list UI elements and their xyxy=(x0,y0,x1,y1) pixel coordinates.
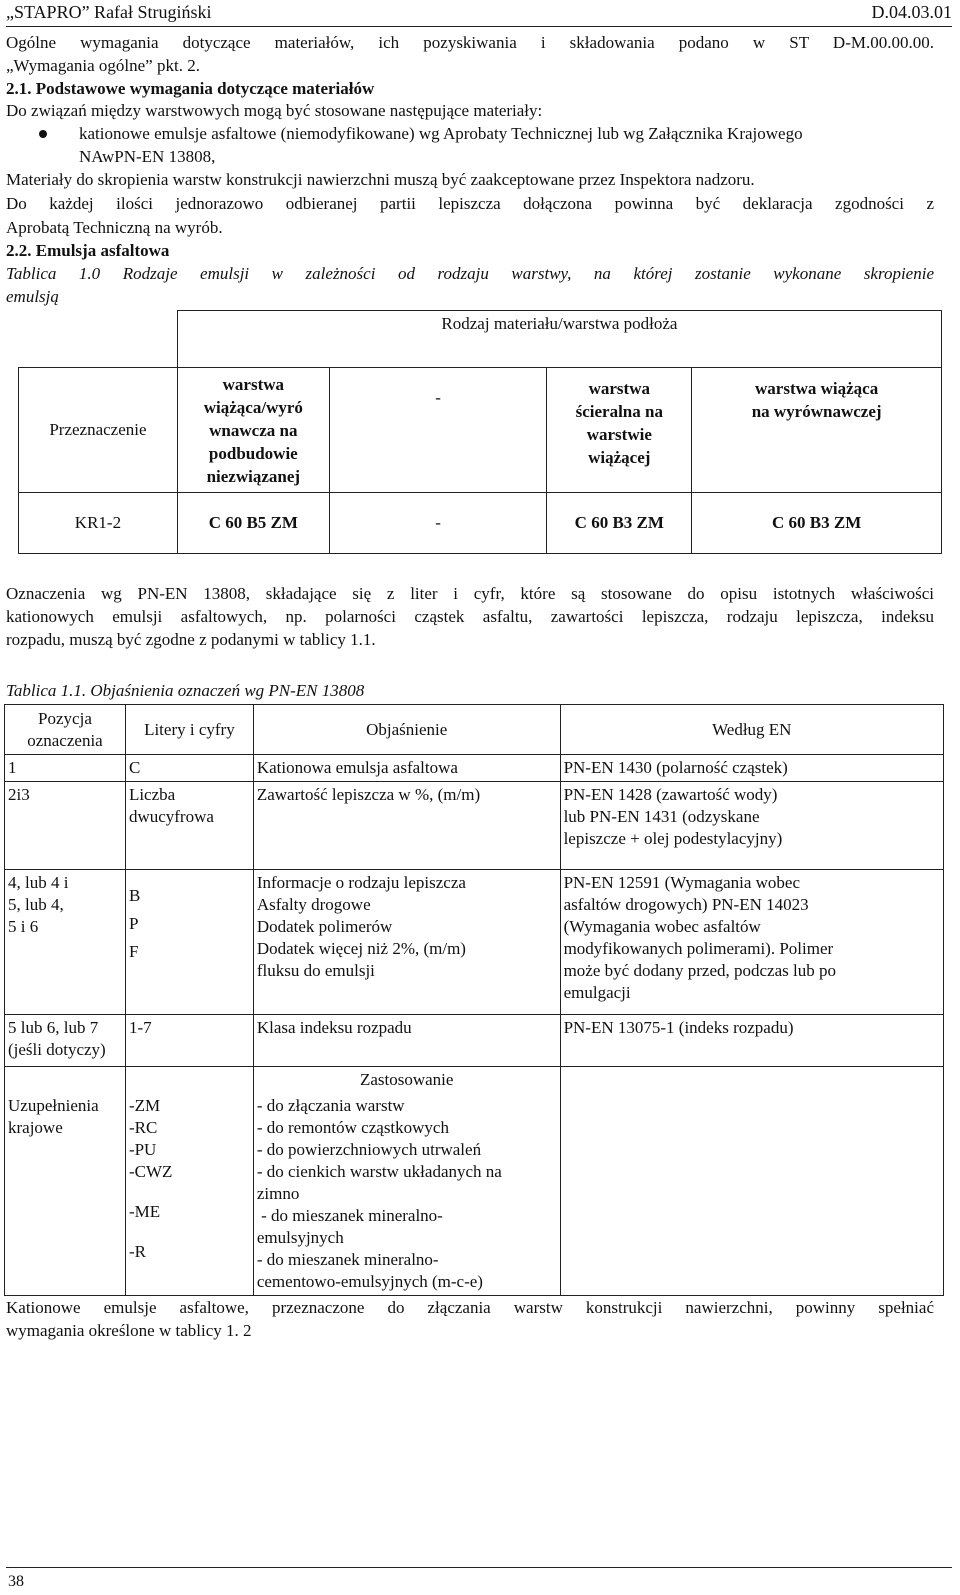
section-2-2-heading: 2.2. Emulsja asfaltowa xyxy=(6,241,170,260)
table2-header-c1: Pozycja oznaczenia xyxy=(5,705,126,755)
row3-c4: PN-EN 12591 (Wymagania wobec asfaltów drogowych) PN-EN 14023 (Wymagania wobec asfaltów modyfikowanych polimerami). Polimer może być dodany przed, podczas lub po emulgacji xyxy=(560,870,943,1015)
table1-empty-corner xyxy=(19,311,178,368)
table1-data-v1: C 60 B5 ZM xyxy=(177,493,329,554)
oznaczenia-line-1: Oznaczenia wg PN-EN 13808, składające się z liter i cyfr, które są stosowane do opisu istotnych właściwości xyxy=(6,584,934,603)
intro-line-1: Ogólne wymagania dotyczące materiałów, ich pozyskiwania i składowania podano w ST D-M.00.00.00. xyxy=(6,33,934,52)
row3-c2: B P F xyxy=(125,870,253,1015)
row5-c3-title: Zastosowanie xyxy=(253,1067,560,1094)
bullet-line-1: kationowe emulsje asfaltowe (niemodyfikowane) wg Aprobaty Technicznej lub wg Załącznika Krajowego xyxy=(79,124,803,143)
closing-line-2: wymagania określone w tablicy 1. 2 xyxy=(6,1321,252,1340)
header-rule xyxy=(6,26,952,27)
table-row xyxy=(5,755,944,782)
row2-c4: PN-EN 1428 (zawartość wody) lub PN-EN 1431 (odzyskane lepiszcze + olej podestylacyjny) xyxy=(560,782,943,870)
closing-line-1: Kationowe emulsje asfaltowe, przeznaczone do złączania warstw konstrukcji nawierzchni, powinny spełniać xyxy=(6,1298,934,1317)
section-2-1-heading: 2.1. Podstawowe wymagania dotyczące materiałów xyxy=(6,79,375,98)
table-row xyxy=(5,870,944,1015)
row5-c1-top xyxy=(5,1067,126,1094)
row2-c1: 2i3 xyxy=(5,782,126,870)
row1-c1: 1 xyxy=(5,755,126,782)
section-2-1-para-1: Materiały do skropienia warstw konstrukcji nawierzchni muszą być zaakceptowane przez Inspektora nadzoru. xyxy=(6,170,755,189)
table2-caption: Tablica 1.1. Objaśnienia oznaczeń wg PN-EN 13808 xyxy=(6,681,365,700)
row5-c2: -ZM -RC -PU -CWZ -ME -R xyxy=(125,1093,253,1296)
row5-c1: Uzupełnienia krajowe xyxy=(5,1093,126,1296)
section-2-1-lead: Do związań między warstwowych mogą być stosowane następujące materiały: xyxy=(6,101,543,120)
row2-c2: Liczba dwucyfrowa xyxy=(125,782,253,870)
table1-col2-header: - xyxy=(329,368,547,493)
table-row xyxy=(5,1015,944,1067)
bullet-dot xyxy=(39,130,47,138)
row1-c2: C xyxy=(125,755,253,782)
row1-c3: Kationowa emulsja asfaltowa xyxy=(253,755,560,782)
table-row xyxy=(5,1093,944,1296)
row5-c4-top xyxy=(560,1067,943,1094)
section-2-1-para-2-l1: Do każdej ilości jednorazowo odbieranej partii lepiszcza dołączona powinna być deklaracja zgodności z xyxy=(6,194,934,213)
row3-c1: 4, lub 4 i 5, lub 4, 5 i 6 xyxy=(5,870,126,1015)
row5-c3: - do złączania warstw - do remontów cząstkowych - do powierzchniowych utrwaleń - do cienkich warstw układanych na zimno - do mieszanek mineralno- emulsyjnych - do mieszanek mineralno- cementowo-emulsyjnych (m-c-e) xyxy=(253,1093,560,1296)
row4-c2: 1-7 xyxy=(125,1015,253,1067)
header-left: „STAPRO” Rafał Strugiński xyxy=(6,2,212,22)
row2-c3: Zawartość lepiszcza w %, (m/m) xyxy=(253,782,560,870)
table1-col1-header: warstwa wiążąca/wyró wnawcza na podbudowie niezwiązanej xyxy=(177,368,329,493)
row5-c2-top xyxy=(125,1067,253,1094)
oznaczenia-line-3: rozpadu, muszą być zgodne z podanymi w tablicy 1.1. xyxy=(6,630,376,649)
table2-header-c2: Litery i cyfry xyxy=(125,705,253,755)
row4-c4: PN-EN 13075-1 (indeks rozpadu) xyxy=(560,1015,943,1067)
header-right: D.04.03.01 xyxy=(871,2,952,22)
table1-super-header: Rodzaj materiału/warstwa podłoża xyxy=(177,311,941,368)
intro-line-2: „Wymagania ogólne” pkt. 2. xyxy=(6,56,200,75)
table1-caption-l2: emulsją xyxy=(6,287,59,306)
table-row xyxy=(5,1067,944,1094)
footer-rule xyxy=(6,1567,952,1568)
row4-c3: Klasa indeksu rozpadu xyxy=(253,1015,560,1067)
row5-c4 xyxy=(560,1093,943,1296)
oznaczenia-line-2: kationowych emulsji asfaltowych, np. polarności cząstek asfaltu, zawartości lepiszcza, rodzaju lepiszcza, indeksu xyxy=(6,607,934,626)
table1-col4-header: warstwa wiążąca na wyrównawczej xyxy=(692,368,942,493)
table1-data-label: KR1-2 xyxy=(19,493,178,554)
table1-data-v3: C 60 B3 ZM xyxy=(547,493,692,554)
page-number: 38 xyxy=(8,1573,24,1590)
row1-c4: PN-EN 1430 (polarność cząstek) xyxy=(560,755,943,782)
table1-col3-header: warstwa ścieralna na warstwie wiążącej xyxy=(547,368,692,493)
bullet-line-2: NAwPN-EN 13808, xyxy=(79,147,216,166)
table2-header-c3: Objaśnienie xyxy=(253,705,560,755)
table1-data-v4: C 60 B3 ZM xyxy=(692,493,942,554)
table-1-0 xyxy=(18,310,942,554)
table1-caption-l1: Tablica 1.0 Rodzaje emulsji w zależności od rodzaju warstwy, na której zostanie wykonane skropienie xyxy=(6,264,934,283)
table1-data-v2: - xyxy=(329,493,547,554)
table-1-1 xyxy=(4,704,944,1296)
table2-header-c4: Według EN xyxy=(560,705,943,755)
table1-row-label: Przeznaczenie xyxy=(19,368,178,493)
row4-c1: 5 lub 6, lub 7 (jeśli dotyczy) xyxy=(5,1015,126,1067)
section-2-1-para-2-l2: Aprobatą Techniczną na wyrób. xyxy=(6,218,223,237)
table-row xyxy=(5,782,944,870)
row3-c3: Informacje o rodzaju lepiszcza Asfalty drogowe Dodatek polimerów Dodatek więcej niż 2%, (m/m) fluksu do emulsji xyxy=(253,870,560,1015)
